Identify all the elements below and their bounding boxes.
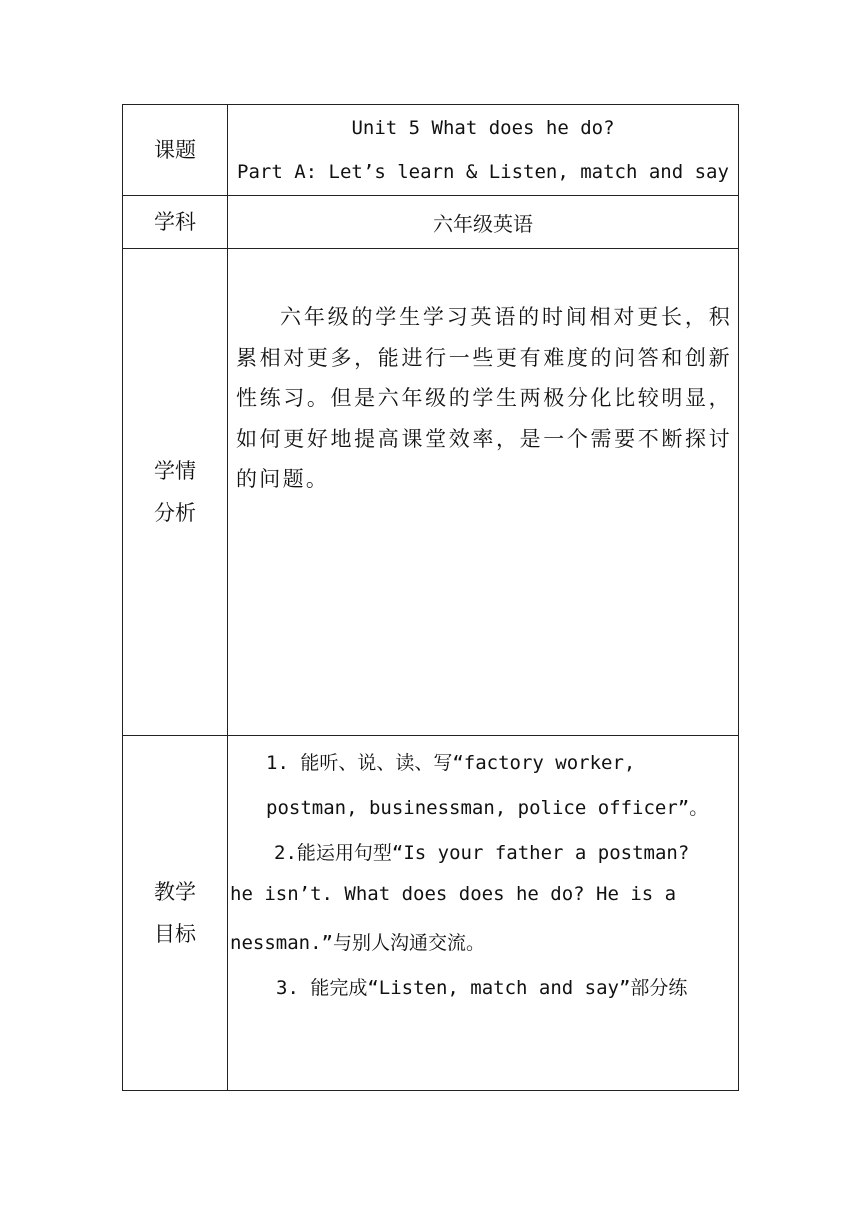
label-line: 学科: [154, 210, 196, 234]
goals-cell: [228, 736, 739, 1091]
goal-line: 3. 能完成“Listen, match and say”部分练: [276, 977, 688, 999]
table-row: [123, 249, 739, 736]
analysis-paragraph: 六年级的学生学习英语的时间相对更长，积累相对更多，能进行一些更有难度的问答和创新性练习。但是六年级的学生两极分化比较明显，如何更好地提高课堂效率，是一个需要不断探讨的问题。: [236, 305, 732, 491]
table-row: [123, 105, 739, 196]
lesson-plan-table: [122, 104, 739, 1091]
goal-line: he isn’t. What does does he do? He is a: [230, 883, 677, 905]
part-title: Part A: Let’s learn & Listen, match and say: [237, 161, 729, 183]
goal-line: postman, businessman, police officer”。: [266, 797, 709, 819]
subject-cell: 六年级英语: [228, 196, 739, 249]
label-line: 分析: [154, 501, 196, 525]
row-label-goals: [123, 736, 228, 1091]
analysis-cell: [228, 249, 739, 736]
goal-line: 2.能运用句型“Is your father a postman?: [274, 842, 690, 864]
table-row: [123, 736, 739, 1091]
label-line: 课题: [154, 138, 196, 162]
goal-line: nessman.”与别人沟通交流。: [230, 932, 485, 954]
row-label-subject: [123, 196, 228, 249]
goal-line: 1. 能听、说、读、写“factory worker,: [266, 752, 636, 774]
row-label-topic: [123, 105, 228, 196]
unit-title: Unit 5 What does he do?: [351, 117, 615, 139]
row-label-analysis: [123, 249, 228, 736]
label-line: 目标: [154, 922, 196, 946]
table-row: [123, 196, 739, 249]
label-line: 教学: [154, 880, 196, 904]
topic-cell: [228, 105, 739, 196]
label-line: 学情: [154, 459, 196, 483]
